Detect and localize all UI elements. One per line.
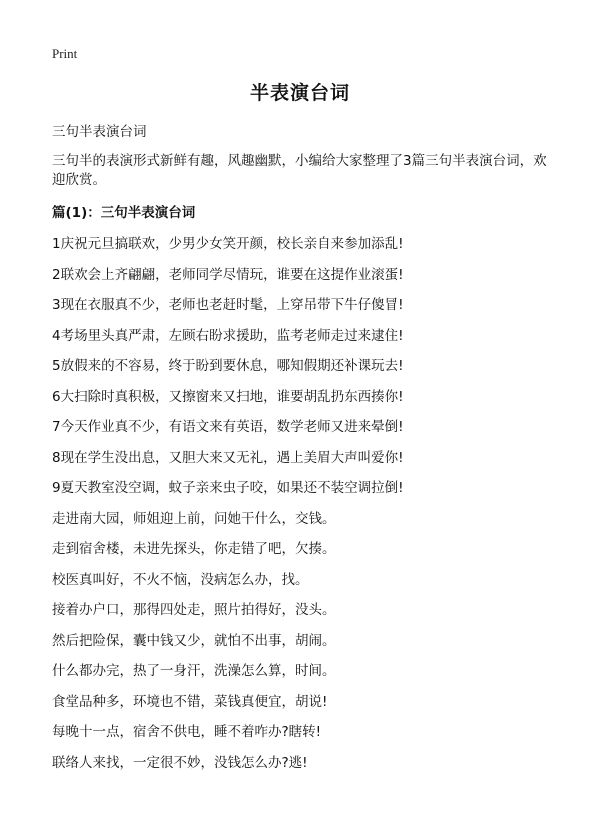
- script-line: 9夏天教室没空调，蚊子亲来虫子咬，如果还不装空调拉倒!: [52, 480, 404, 496]
- script-line: 7今天作业真不少，有语文来有英语，数学老师又进来晕倒!: [52, 419, 404, 435]
- script-line: 5放假来的不容易，终于盼到要休息，哪知假期还补课玩去!: [52, 358, 404, 374]
- script-line: 走到宿舍楼，未进先探头，你走错了吧，欠揍。: [52, 541, 336, 557]
- script-line: 2联欢会上齐翩翩，老师同学尽情玩，谁要在这提作业滚蛋!: [52, 266, 404, 283]
- script-line: 然后把险保，囊中钱又少，就怕不出事，胡闹。: [52, 632, 336, 649]
- script-line: 联络人来找，一定很不妙，没钱怎么办?逃!: [52, 754, 308, 771]
- script-line: 接着办户口，那得四处走，照片拍得好，没头。: [52, 602, 336, 618]
- script-line: 校医真叫好，不火不恼，没病怎么办，找。: [52, 571, 309, 588]
- script-line: 8现在学生没出息，又胆大来又无礼，遇上美眉大声叫爱你!: [52, 449, 404, 466]
- page-title: 半表演台词: [249, 82, 350, 104]
- print-link[interactable]: Print: [52, 46, 78, 61]
- script-line: 3现在衣服真不少，老师也老赶时髦，上穿吊带下牛仔傻冒!: [52, 297, 404, 313]
- intro-paragraph: 三句半的表演形式新鲜有趣，风趣幽默，小编给大家整理了3篇三句半表演台词，欢迎欣赏。: [52, 153, 547, 188]
- script-line: 1庆祝元旦搞联欢，少男少女笑开颜，校长亲自来参加添乱!: [52, 236, 404, 252]
- script-line: 食堂品种多，环境也不错，菜钱真便宜，胡说!: [52, 693, 328, 710]
- script-line: 每晚十一点，宿舍不供电，睡不着咋办?瞎转!: [52, 724, 322, 740]
- script-line: 走进南大园，师姐迎上前，问她干什么，交钱。: [52, 510, 336, 527]
- script-line: 6大扫除时真积极，又擦窗来又扫地，谁要胡乱扔东西揍你!: [52, 388, 404, 405]
- script-lines: [52, 232, 404, 781]
- script-line: 什么都办完，热了一身汗，洗澡怎么算，时间。: [52, 663, 336, 679]
- document-subtitle: 三句半表演台词: [52, 124, 147, 140]
- script-line: 4考场里头真严肃，左顾右盼求援助，监考老师走过来逮住!: [52, 327, 404, 344]
- section-heading: 篇(1)：三句半表演台词: [52, 205, 196, 221]
